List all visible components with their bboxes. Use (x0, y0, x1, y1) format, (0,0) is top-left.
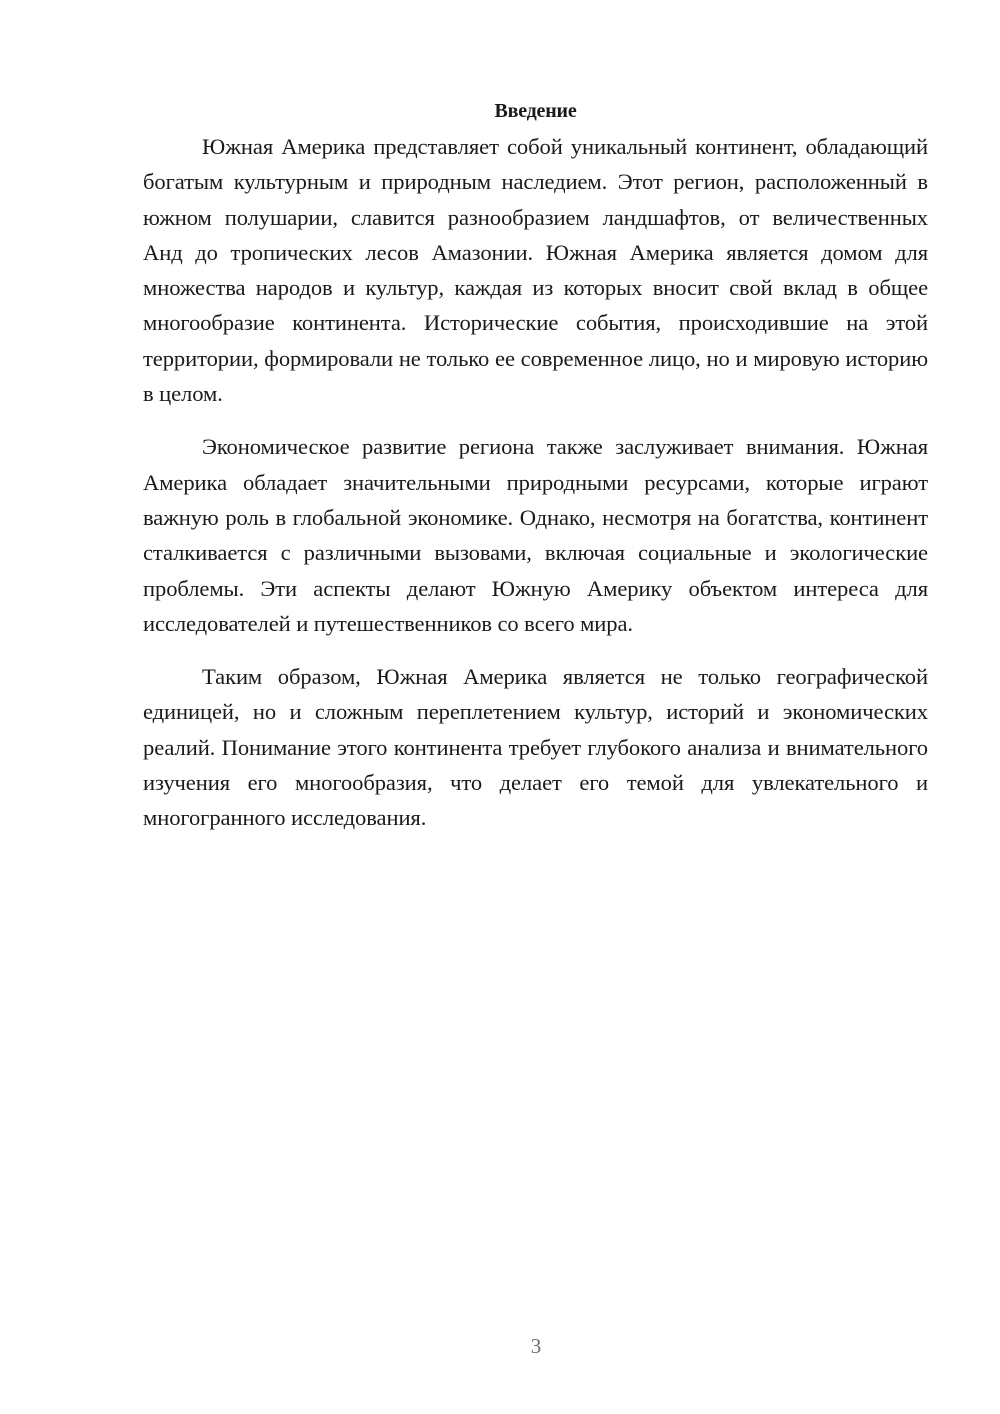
section-heading: Введение (494, 100, 577, 122)
paragraph-3: Таким образом, Южная Америка является не только географической единицей, но и сложным переплетением культур, историй и экономических реалий. Понимание этого континента требует глубокого анализа и внимательного изучения его многообразия, что делает его темой для увлекательного и многогранного исследования. (143, 664, 928, 831)
paragraph-1: Южная Америка представляет собой уникальный континент, обладающий богатым культурным и природным наследием. Этот регион, расположенный в южном полушарии, славится разнообразием ландшафтов, от величественных Анд до тропических лесов Амазонии. Южная Америка является домом для множества народов и культур, каждая из которых вносит свой вклад в общее многообразие континента. Исторические события, происходившие на этой территории, формировали не только ее современное лицо, но и мировую историю в целом. (143, 134, 928, 407)
page-number: 3 (530, 1334, 542, 1358)
page-content (143, 96, 928, 836)
paragraph-2: Экономическое развитие региона также заслуживает внимания. Южная Америка обладает значительными природными ресурсами, которые играют важную роль в глобальной экономике. Однако, несмотря на богатства, континент сталкивается с различными вызовами, включая социальные и экологические проблемы. Эти аспекты делают Южную Америку объектом интереса для исследователей и путешественников со всего мира. (143, 434, 928, 636)
